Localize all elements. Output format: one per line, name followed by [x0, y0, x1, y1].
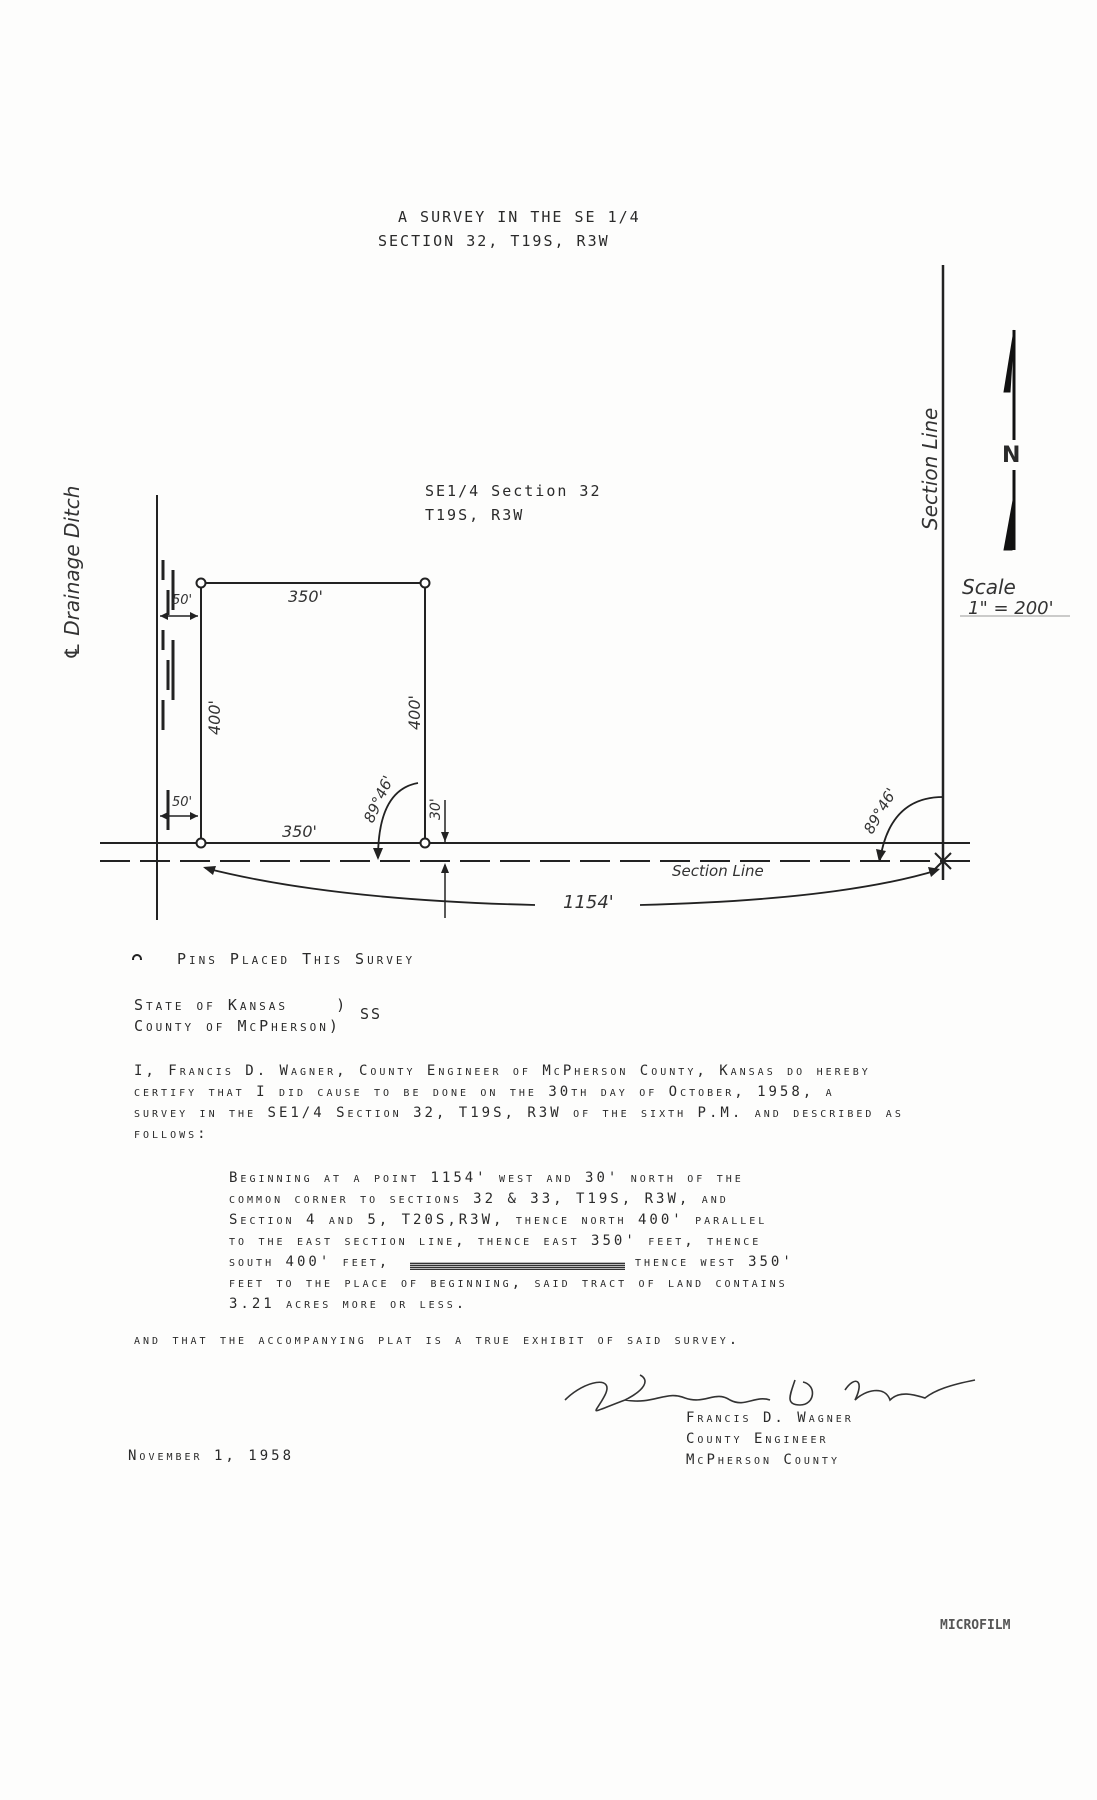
- legend-pins-label: Pins Placed This Survey: [177, 950, 416, 968]
- description-line-1: Beginning at a point 1154' west and 30' north of the: [229, 1170, 744, 1186]
- angle-left-label: 89°46': [360, 772, 398, 826]
- parcel-boundary: [201, 583, 425, 843]
- section-label-2: T19S, R3W: [425, 506, 525, 524]
- dim-top: 350': [288, 587, 323, 606]
- dim-1154: 1154': [563, 892, 614, 913]
- section-label-1: SE1/4 Section 32: [425, 482, 602, 500]
- description-line-4: to the east section line, thence east 350' feet, thence: [229, 1233, 762, 1249]
- microfilm-stamp: MICROFILM: [940, 1618, 1011, 1633]
- drainage-ditch-label: ℄ Drainage Ditch: [60, 485, 84, 660]
- venue-county: County of McPherson): [134, 1017, 341, 1035]
- certificate-line-4: follows:: [134, 1126, 209, 1142]
- description-line-6: feet to the place of beginning, said tract of land contains: [229, 1275, 788, 1291]
- dim-30: 30': [428, 798, 444, 820]
- signature-title: County Engineer: [686, 1431, 829, 1447]
- description-line-3: Section 4 and 5, T20S,R3W, thence north 400' parallel: [229, 1212, 768, 1228]
- certificate-line-3: survey in the SE1/4 Section 32, T19S, R3W of the sixth P.M. and described as: [134, 1105, 904, 1121]
- section-line-bottom-label: Section Line: [672, 862, 764, 880]
- pin-sw: [197, 839, 206, 848]
- dim-left: 400': [205, 700, 224, 735]
- pin-nw: [197, 579, 206, 588]
- section-line-right-label: Section Line: [918, 407, 942, 530]
- survey-title-line-1: A SURVEY IN THE SE 1/4: [398, 208, 641, 226]
- venue-ss: SS: [360, 1005, 383, 1023]
- description-line-5a: south 400' feet,: [229, 1254, 391, 1270]
- dim-right: 400': [405, 695, 424, 730]
- signature-name: Francis D. Wagner: [686, 1410, 854, 1426]
- dim-bottom: 350': [282, 822, 317, 841]
- document-date: November 1, 1958: [128, 1448, 295, 1464]
- signature-county: McPherson County: [686, 1452, 840, 1468]
- pin-se: [421, 839, 430, 848]
- closing-statement: and that the accompanying plat is a true exhibit of said survey.: [134, 1332, 741, 1348]
- legend-pin-symbol: [133, 955, 141, 960]
- survey-title-line-2: SECTION 32, T19S, R3W: [378, 232, 610, 250]
- angle-right-label: 89°46': [860, 784, 901, 837]
- certificate-line-1: I, Francis D. Wagner, County Engineer of McPherson County, Kansas do hereby: [134, 1063, 871, 1079]
- struck-out-text: [410, 1262, 625, 1270]
- venue-state: State of Kansas ): [134, 996, 349, 1014]
- pin-ne: [421, 579, 430, 588]
- description-line-5b: thence west 350': [635, 1254, 794, 1270]
- north-label: N: [1002, 443, 1023, 468]
- north-arrow: [1004, 330, 1014, 550]
- scale-label: Scale: [962, 575, 1016, 599]
- description-line-7: 3.21 acres more or less.: [229, 1296, 468, 1312]
- description-line-2: common corner to sections 32 & 33, T19S, R3W, and: [229, 1191, 729, 1207]
- dim-offset-bottom: 50': [172, 795, 193, 810]
- certificate-line-2: certify that I did cause to be done on the 30th day of October, 1958, a: [134, 1084, 835, 1100]
- dimension-1154-left: [205, 868, 535, 905]
- scale-value: 1" = 200': [968, 598, 1054, 619]
- dim-offset-top: 50': [172, 593, 193, 608]
